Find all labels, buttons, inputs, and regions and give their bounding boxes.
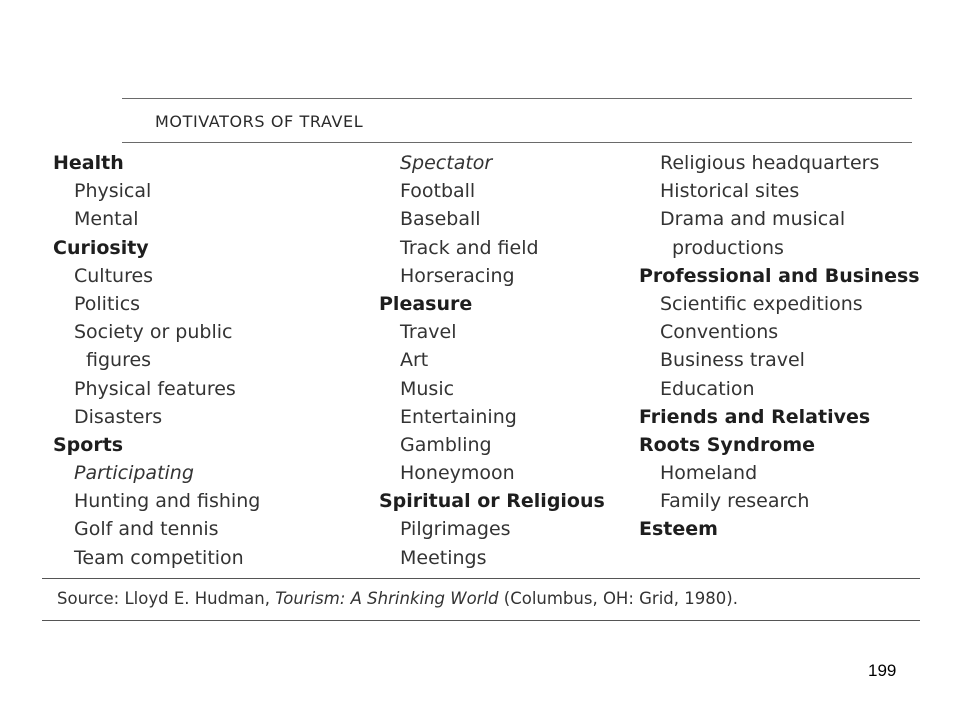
motivator-item: Art [400,349,429,372]
motivator-item: Family research [660,490,810,513]
motivator-item: Historical sites [660,180,800,203]
table-title: MOTIVATORS OF TRAVEL [155,112,364,131]
page-number: 199 [868,661,897,680]
source-suffix: (Columbus, OH: Grid, 1980). [498,589,738,608]
category-heading: Curiosity [53,236,149,259]
motivator-item: Drama and musical [660,208,846,231]
table-top-rule [122,98,912,99]
motivator-item: Society or public [74,321,233,344]
motivator-item: Travel [400,321,457,344]
motivator-item: Gambling [400,433,492,456]
motivator-item: Music [400,377,455,400]
motivator-item: Politics [74,292,141,315]
motivator-item: Physical features [74,377,236,400]
motivator-item: productions [672,236,784,259]
category-heading: Esteem [639,518,718,541]
source-bottom-rule [42,620,920,621]
motivator-item: Meetings [400,546,487,569]
motivator-item: Disasters [74,405,163,428]
motivator-item: Conventions [660,321,779,344]
source-citation [57,589,738,608]
motivator-item: Football [400,180,476,203]
motivator-item: Team competition [74,546,244,569]
motivator-item: Baseball [400,208,481,231]
motivator-item: Physical [74,180,152,203]
table-bottom-rule [42,578,920,579]
motivator-item: Education [660,377,755,400]
motivator-item: Business travel [660,349,805,372]
motivator-item: Entertaining [400,405,517,428]
motivator-item: Participating [74,462,194,485]
motivator-item: Religious headquarters [660,152,880,174]
category-heading: Spiritual or Religious [379,490,605,513]
category-heading: Friends and Relatives [639,405,871,428]
motivator-item: Hunting and fishing [74,490,261,513]
motivator-item: figures [86,349,152,372]
source-prefix: Source: Lloyd E. Hudman, [57,589,276,608]
motivator-item: Spectator [400,152,493,174]
title-divider-rule [122,142,912,143]
category-heading: Pleasure [379,292,473,315]
table-column-2 [379,149,605,572]
motivator-item: Pilgrimages [400,518,511,541]
category-heading: Professional and Business [639,264,920,287]
category-heading: Roots Syndrome [639,433,816,456]
table-column-1 [53,149,260,572]
motivator-item: Homeland [660,462,758,485]
motivator-item: Golf and tennis [74,518,219,541]
category-heading: Health [53,152,124,174]
motivator-item: Scientific expeditions [660,292,863,315]
motivator-item: Honeymoon [400,462,515,485]
motivator-item: Track and field [400,236,539,259]
motivator-item: Cultures [74,264,154,287]
category-heading: Sports [53,433,124,456]
table-column-3 [639,149,920,544]
source-book-title: Tourism: A Shrinking World [275,589,499,608]
motivator-item: Horseracing [400,264,515,287]
motivator-item: Mental [74,208,139,231]
